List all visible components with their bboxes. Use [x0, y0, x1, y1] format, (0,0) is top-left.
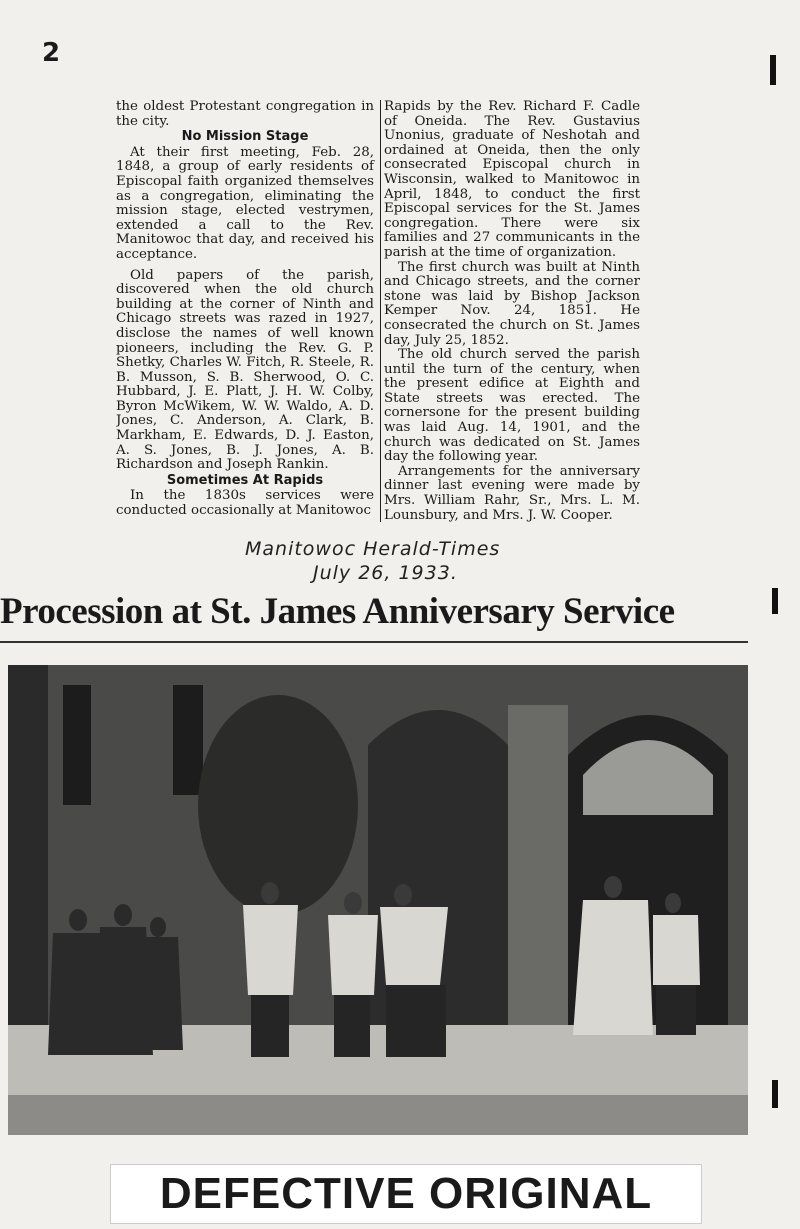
article-paragraph: The old church served the parish until the turn of the century, when the present edifice at Eighth and State streets was erected. The cornersone for the present building was laid Aug. 14, 1901, and the church was dedicated on St. James day the following year. — [384, 347, 640, 465]
defective-original-stamp: DEFECTIVE ORIGINAL — [110, 1164, 702, 1224]
photo-illustration — [8, 665, 748, 1135]
stone-pillar — [508, 705, 568, 1025]
article-paragraph: Old papers of the parish, discovered when the old church building at the corner of Ninth and Chicago streets was razed in 1927, disclose the names of well known pioneers, including the Rev. G. P. Shetky, Charles W. Fitch, R. Steele, R. B. Musson, S. B. Sherwood, O. C. Hubbard, J. E. Platt, J. H. W. Colby, Byron McWikem, W. W. Waldo, A. D. Jones, C. Anderson, A. Clark, B. Markham, E. Edwards, D. J. Easton, A. S. Jones, B. J. Jones, A. B. Richardson and Joseph Rankin. — [116, 267, 374, 473]
wall-shadow — [8, 665, 48, 1025]
handwritten-citation — [245, 537, 500, 585]
ivy — [198, 695, 358, 915]
margin-mark — [770, 55, 776, 85]
page-number: 2 — [42, 38, 61, 68]
article-paragraph: Arrangements for the anniversary dinner last evening were made by Mrs. William Rahr, Sr., Mrs. L. M. Lounsbury, and Mrs. J. W. Cooper. — [384, 463, 640, 523]
article-paragraph: Rapids by the Rev. Richard F. Cadle of Oneida. The Rev. Gustavius Unonius, graduate of Neshotah and ordained at Oneida, then the only consecrated Episcopal church in Wisconsin, walked to Manitowoc in April, 1848, to conduct the first Episcopal services for the St. James congregation. There were six families and 27 communicants in the parish at the time of organization. — [384, 100, 640, 260]
margin-mark — [772, 1080, 778, 1108]
church-window — [63, 685, 91, 805]
article-paragraph: At their first meeting, Feb. 28, 1848, a group of early residents of Episcopal faith organized themselves as a congregation, eliminating the mission stage, elected vestrymen, extended a call to the Rev. Manitowoc that day, and received his acceptance. — [116, 144, 374, 262]
article-paragraph: the oldest Protestant congregation in the city. — [116, 100, 374, 129]
handwritten-source: Manitowoc Herald-Times — [245, 538, 501, 560]
article-column-left — [116, 100, 381, 522]
handwritten-date: July 26, 1933. — [313, 562, 458, 584]
article-column-right — [384, 100, 640, 530]
divider — [0, 641, 748, 643]
article-subhead: No Mission Stage — [181, 129, 309, 145]
procession-photo — [8, 665, 748, 1135]
article-subhead: Sometimes At Rapids — [166, 472, 324, 488]
article-paragraph: In the 1830s services were conducted occasionally at Manitowoc — [116, 488, 374, 519]
street — [8, 1095, 748, 1135]
church-window — [173, 685, 203, 795]
article-paragraph: The first church was built at Ninth and Chicago streets, and the corner stone was laid by Bishop Jackson Kemper Nov. 24, 1851. He consecrated the church on St. James day, July 25, 1852. — [384, 259, 640, 348]
photo-headline: Procession at St. James Anniversary Service — [0, 591, 675, 632]
